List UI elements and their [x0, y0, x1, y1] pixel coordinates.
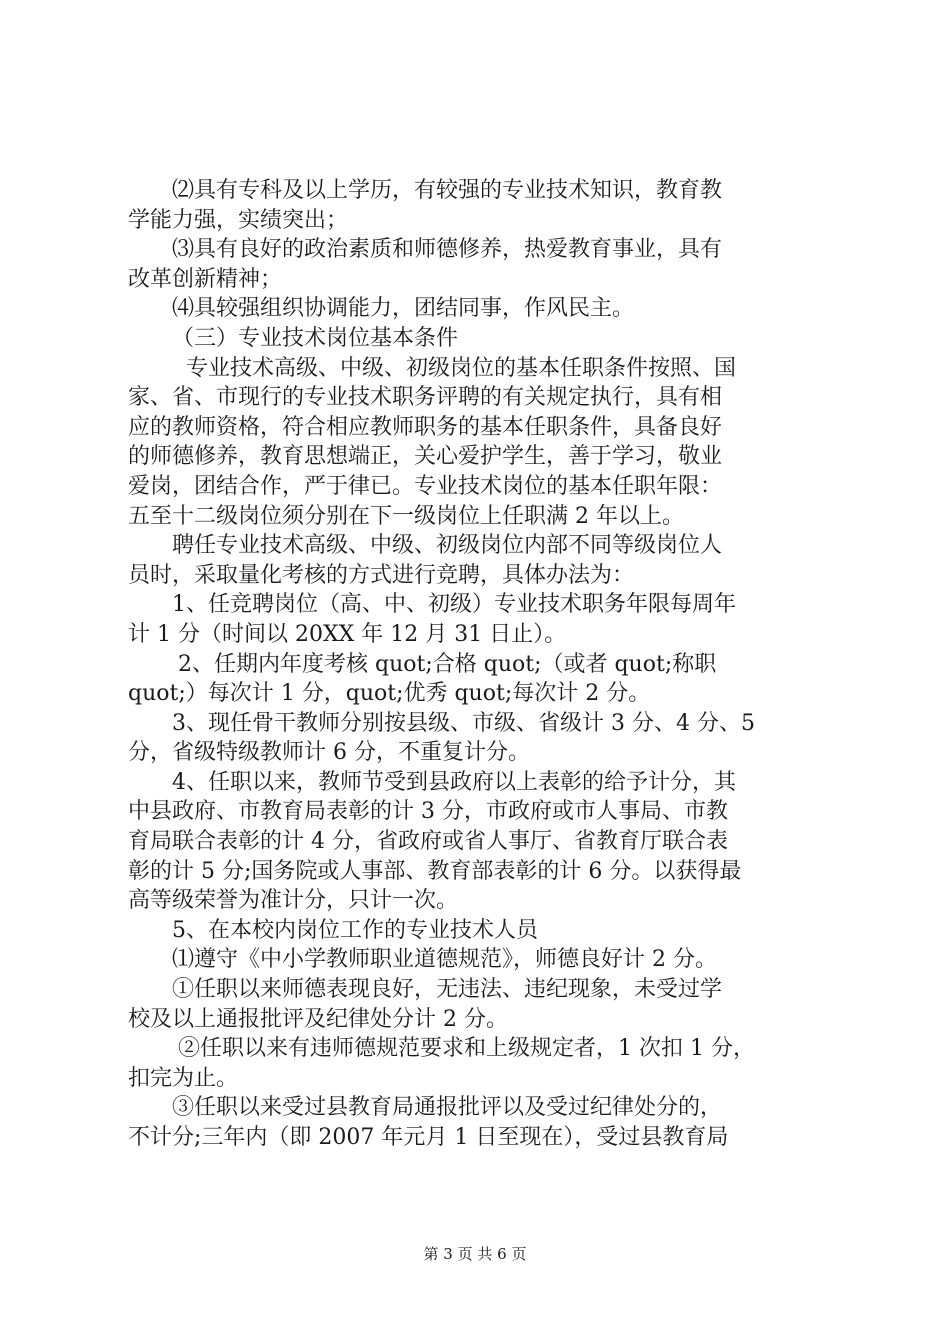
- text-line: 4、任职以来，教师节受到县政府以上表彰的给予计分，其: [172, 769, 736, 795]
- text-line: 专业技术高级、中级、初级岗位的基本任职条件按照、国: [186, 355, 737, 381]
- text-line: ③任职以来受过县教育局通报批评以及受过纪律处分的，: [172, 1095, 723, 1121]
- text-line: 3、现任骨干教师分别按县级、市级、省级计 3 分、4 分、5: [172, 710, 755, 736]
- text-line: 应的教师资格，符合相应教师职务的基本任职条件，具备良好: [128, 414, 723, 440]
- text-line: 五至十二级岗位须分别在下一级岗位上任职满 2 年以上。: [128, 503, 684, 529]
- text-line: ②任职以来有违师德规范要求和上级规定者，1 次扣 1 分，: [178, 1036, 755, 1062]
- text-line: ①任职以来师德表现良好，无违法、违纪现象，未受过学: [172, 977, 723, 1003]
- text-line: 改革创新精神；: [128, 266, 283, 292]
- section-heading: （三）专业技术岗位基本条件: [172, 325, 459, 351]
- text-line: quot;）每次计 1 分，quot;优秀 quot;每次计 2 分。: [128, 681, 651, 707]
- document-body: [128, 176, 836, 1153]
- text-line: 高等级荣誉为准计分，只计一次。: [128, 888, 459, 914]
- text-line: 的师德修养，教育思想端正，关心爱护学生，善于学习，敬业: [128, 444, 723, 470]
- text-line: 2、任期内年度考核 quot;合格 quot;（或者 quot;称职: [178, 651, 717, 677]
- text-line: 育局联合表彰的计 4 分，省政府或省人事厅、省教育厅联合表: [128, 829, 728, 855]
- text-line: 计 1 分（时间以 20XX 年 12 月 31 日止）。: [128, 621, 567, 647]
- text-line: ⑷具较强组织协调能力，团结同事，作风民主。: [172, 296, 635, 322]
- text-line: 家、省、市现行的专业技术职务评聘的有关规定执行，具有相: [128, 385, 723, 411]
- text-line: 中县政府、市教育局表彰的计 3 分，市政府或市人事局、市教: [128, 799, 728, 825]
- text-line: 学能力强，实绩突出；: [128, 207, 349, 233]
- text-line: 爱岗，团结合作，严于律已。专业技术岗位的基本任职年限：: [128, 473, 723, 499]
- text-line: 分，省级特级教师计 6 分，不重复计分。: [128, 740, 530, 766]
- text-line: 扣完为止。: [128, 1065, 239, 1091]
- page-number-footer: 第 3 页 共 6 页: [423, 1245, 527, 1263]
- text-line: 聘任专业技术高级、中级、初级岗位内部不同等级岗位人: [172, 533, 723, 559]
- text-line: 员时，采取量化考核的方式进行竞聘，具体办法为：: [128, 562, 635, 588]
- text-line: 不计分;三年内（即 2007 年元月 1 日至现在），受过县教育局: [128, 1125, 729, 1150]
- text-line: 彰的计 5 分;国务院或人事部、教育部表彰的计 6 分。以获得最: [128, 858, 742, 884]
- text-line: 1、任竞聘岗位（高、中、初级）专业技术职务年限每周年: [172, 592, 736, 618]
- text-line: 5、在本校内岗位工作的专业技术人员: [172, 917, 538, 943]
- text-line: ⑵具有专科及以上学历，有较强的专业技术知识，教育教: [172, 178, 723, 203]
- text-line: ⑶具有良好的政治素质和师德修养，热爱教育事业，具有: [172, 237, 723, 263]
- text-line: ⑴遵守《中小学教师职业道德规范》，师德良好计 2 分。: [172, 947, 717, 973]
- text-line: 校及以上通报批评及纪律处分计 2 分。: [128, 1006, 508, 1032]
